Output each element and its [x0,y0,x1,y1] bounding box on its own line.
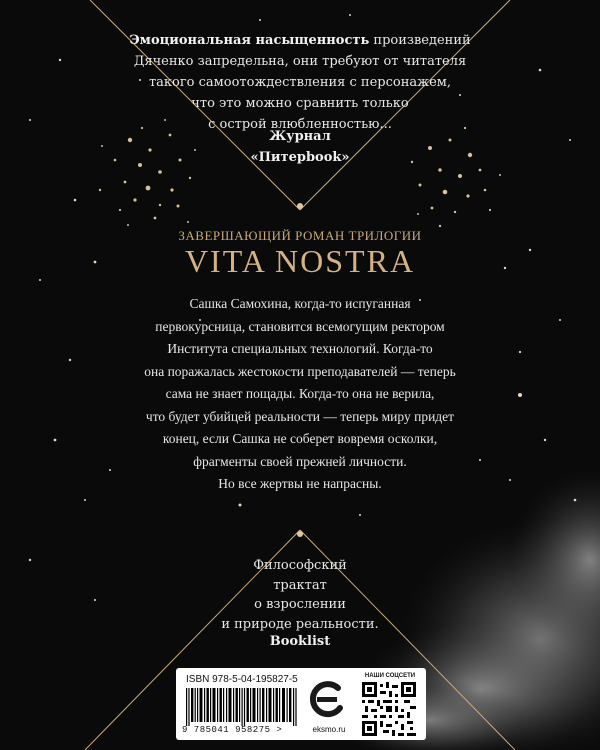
barcode-panel [176,668,426,740]
qr-code-icon [362,682,416,736]
quote-line: трактат [273,577,327,593]
quote-line: о взрослении [254,597,346,612]
description-line: первокурсница, становится всемогущим ректором [155,318,445,334]
quote-line: произведений [369,33,471,48]
publisher-site: eksmo.ru [312,725,346,734]
description-line: Но все жертвы не напрасны. [218,476,382,491]
quote-line: и природе реальности. [221,616,379,632]
eksmo-logo-icon [308,678,348,722]
top-review-quote [120,30,480,135]
source-line: «Питерbook» [250,150,350,165]
quote-line: Дяченко запредельна, они требуют от читателя [133,54,467,69]
description-line: Сашка Самохина, когда-то испуганная [189,296,411,311]
bottom-review-quote [160,556,440,634]
isbn-text: ISBN 978-5-04-195827-5 [186,674,298,685]
description-line: Института специальных технологий. Когда-то [167,341,433,356]
book-title: VITA NOSTRA [184,243,416,279]
quote-line: с острой влюбленностью... [208,117,392,132]
quote-line: Философский [253,558,347,573]
description-line: конец, если Сашка не соберет вовремя осколки, [162,431,438,446]
description-line: фрагменты своей прежней личности. [193,453,407,469]
barcode-digits: 9 785041 958275 > [182,725,283,735]
series-label: ЗАВЕРШАЮЩИЙ РОМАН ТРИЛОГИИ [178,228,422,243]
description-line: сама не знает пощады. Когда-то она не верила, [165,386,435,401]
barcode-icon [186,688,301,726]
quote-line: такого самоотождествления с персонажем, [148,75,452,90]
description-line: она поражалась жестокости преподавателей — теперь [144,363,456,379]
source-line: Журнал [269,129,331,144]
bottom-quote-source: Booklist [269,634,331,649]
quote-line: что это можно сравнить только [191,96,409,111]
top-quote-source [200,126,400,168]
quote-emphasis: Эмоциональная насыщенность [129,33,370,48]
social-label: НАШИ СОЦСЕТИ [364,673,416,679]
book-description [100,293,500,496]
description-line: что будет убийцей реальности — теперь миру придет [145,408,455,424]
